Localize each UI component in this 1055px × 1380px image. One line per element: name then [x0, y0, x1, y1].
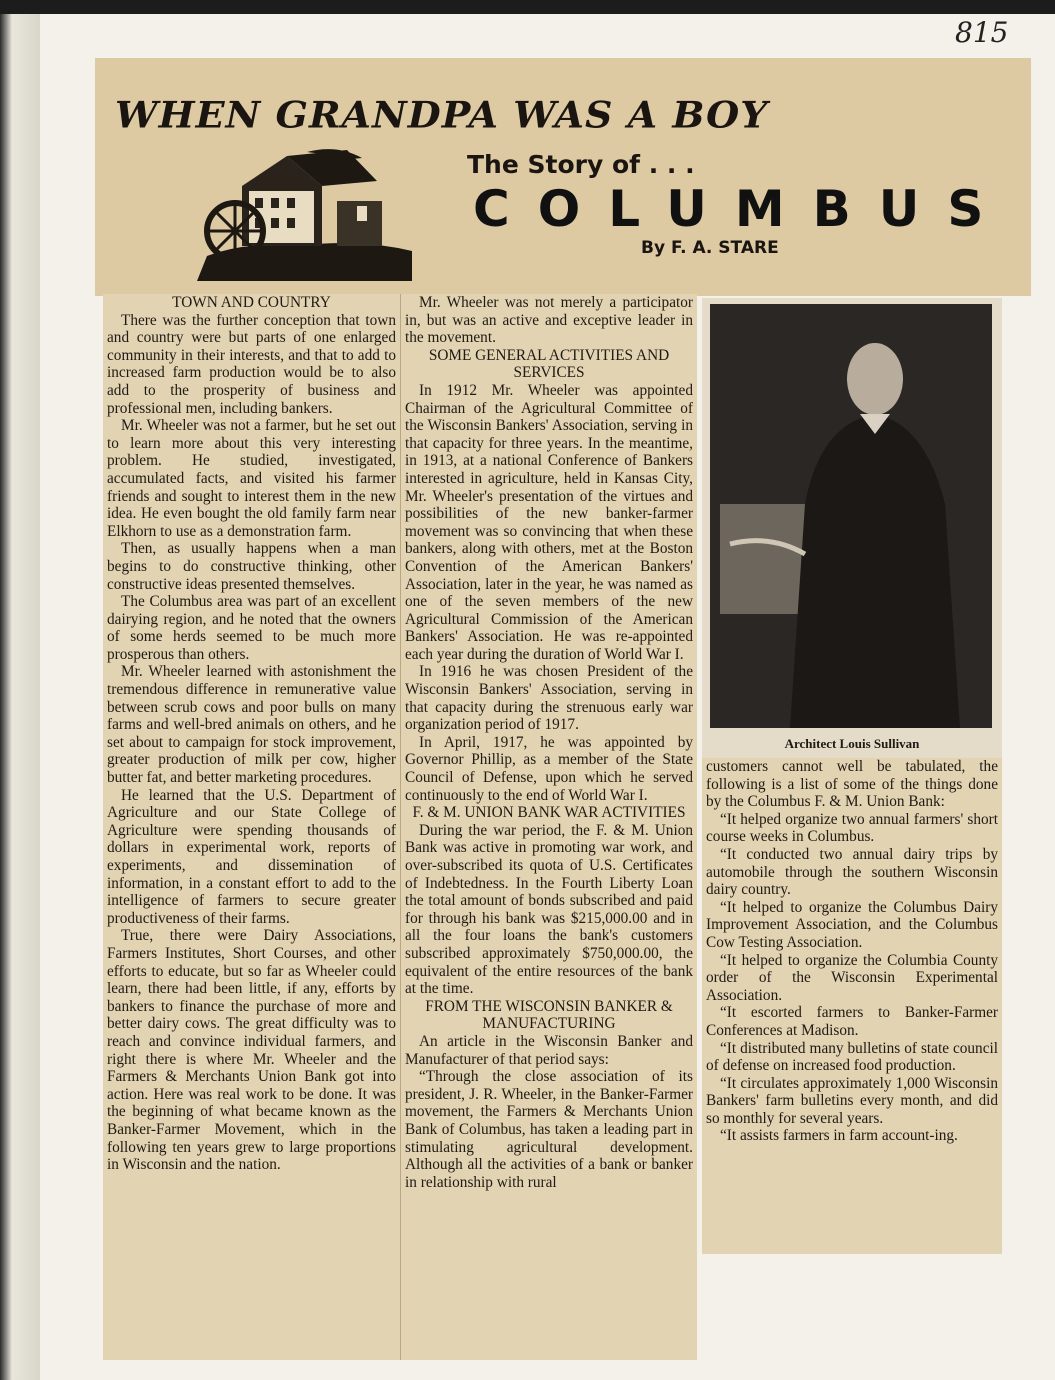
- photo-clipping: [702, 298, 1002, 760]
- article-column-1: [103, 294, 400, 1360]
- paragraph: “It distributed many bulletins of state council of defense on increased food production.: [706, 1039, 998, 1075]
- paragraph: In 1912 Mr. Wheeler was appointed Chairman of the Agricultural Committee of the Wisconsin Bankers' Association, serving in that capacity for three years. In the meantime, in 1913, at a national Conference of Bankers interested in agriculture, held in Kansas City, Mr. Wheeler's presentation of the virtues and possibilities of the new banker-farmer movement was so convincing that when these bankers, along with others, met at the Boston Convention of the American Bankers' Association, later in the year, he was named as one of the seven members of the new Agricultural Commission of the American Bankers' Association. He was re-appointed each year during the duration of World War I.: [405, 381, 693, 663]
- section-heading: F. & M. UNION BANK WAR ACTIVITIES: [412, 804, 686, 822]
- paragraph: “It conducted two annual dairy trips by automobile through the southern Wisconsin dairy country.: [706, 845, 998, 899]
- paragraph: Mr. Wheeler was not merely a participator in, but was an active and exceptive leader in the movement.: [405, 294, 693, 347]
- paragraph: Mr. Wheeler was not a farmer, but he set out to learn more about this very interesting problem. He studied, investigated, accumulated facts, and visited his farmer friends and sought to interest them in the new idea. He even bought the old family farm near Elkhorn to use as a demonstration farm.: [107, 417, 396, 540]
- photo-caption: Architect Louis Sullivan: [784, 736, 920, 751]
- byline: By F. A. STARE: [641, 238, 779, 258]
- paragraph: “It helped organize two annual farmers' short course weeks in Columbus.: [706, 810, 998, 846]
- paragraph: In April, 1917, he was appointed by Governor Phillip, as a member of the State Council of Defense, upon which he served continuously to the end of World War I.: [405, 733, 693, 804]
- mill-illustration-icon: [187, 146, 417, 281]
- section-heading: SOME GENERAL ACTIVITIES AND SERVICES: [428, 346, 670, 382]
- paragraph: “It helped to organize the Columbus Dairy Improvement Association, and the Columbus Cow Testing Association.: [706, 898, 998, 951]
- section-heading: FROM THE WISCONSIN BANKER & MANUFACTURING: [425, 997, 673, 1033]
- paragraph: Then, as usually happens when a man begins to do constructive thinking, other constructive ideas presented themselves.: [107, 540, 396, 593]
- subtitle: The Story of . . .: [467, 150, 695, 179]
- column-3-text: [702, 758, 1002, 1145]
- portrait-photo: [710, 304, 992, 728]
- headline: WHEN GRANDPA WAS A BOY: [115, 93, 769, 136]
- paragraph: During the war period, the F. & M. Union Bank was active in promoting war work, and over-subscribed its quota of U.S. Certificates of Indebtedness. In the Fourth Liberty Loan the total amount of bonds subscribed and paid for through his bank was $215,000.00 and in all the four loans the bank's customers subscribed approximately $750,000.00, the equivalent of the entire resources of the bank at the time.: [405, 821, 693, 998]
- article-column-2: [400, 294, 697, 1360]
- paragraph: An article in the Wisconsin Banker and Manufacturer of that period says:: [405, 1032, 693, 1068]
- book-spine: [0, 14, 40, 1380]
- paragraph: “Through the close association of its president, J. R. Wheeler, in the Banker-Farmer movement, the Farmers & Merchants Union Bank of Columbus, has taken a leading part in stimulating agricultural development. Although all the activities of a bank or banker in relationship with rural: [405, 1068, 693, 1191]
- section-heading: TOWN AND COUNTRY: [172, 294, 331, 311]
- story-title: COLUMBUS: [473, 180, 1012, 238]
- paragraph: customers cannot well be tabulated, the following is a list of some of the things done by the Columbus F. & M. Union Bank:: [706, 758, 998, 811]
- paragraph: In 1916 he was chosen President of the Wisconsin Bankers' Association, serving in that capacity during the strenuous early war organization period of 1917.: [405, 663, 693, 734]
- column-2-text: [401, 294, 697, 1191]
- column-1-text: [103, 294, 400, 1174]
- paragraph: “It escorted farmers to Banker-Farmer Conferences at Madison.: [706, 1004, 998, 1039]
- paragraph: “It circulates approximately 1,000 Wisconsin Bankers' farm bulletins every month, and did so monthly for several years.: [706, 1074, 998, 1127]
- paragraph: “It helped to organize the Columbia County order of the Wisconsin Experimental Association.: [706, 951, 998, 1004]
- paragraph: True, there were Dairy Associations, Farmers Institutes, Short Courses, and other efforts to educate, but so far as Wheeler could learn, there had been little, if any, efforts by bankers to finance the purchase of more and better dairy cows. The great difficulty was to reach and convince individual farmers, and right there is where Mr. Wheeler and the Farmers & Merchants Union Bank got into action. Here was real work to be done. It was the beginning of what became known as the Banker-Farmer Movement, which in the following ten years grew to large proportions in Wisconsin and the nation.: [107, 927, 396, 1174]
- paragraph: Mr. Wheeler learned with astonishment the tremendous difference in remunerative value between scrub cows and poor bulls on many farms and well-bred animals on others, and he set about to campaign for stock improvement, greater production of milk per cow, higher butter fat, and better marketing procedures.: [107, 663, 396, 787]
- paragraph: There was the further conception that town and country were but parts of one enlarged community in their interests, and that to add to increased farm production would be to also add to the prosperity of business and professional men, including bankers.: [107, 311, 396, 417]
- paragraph: The Columbus area was part of an excellent dairying region, and he noted that the owners of some herds seemed to be much more prosperous than others.: [107, 593, 396, 663]
- page-number: 815: [955, 16, 1009, 49]
- paragraph: He learned that the U.S. Department of Agriculture and our State College of Agriculture were spending thousands of dollars in experimental work, reports of experiments, and dissemination of information, in a constant effort to add to the intelligence of farmers to secure greater productiveness of their farms.: [107, 786, 396, 927]
- header-clipping: [95, 58, 1031, 296]
- paragraph: “It assists farmers in farm account-ing.: [720, 1127, 958, 1145]
- article-column-3: [702, 758, 1002, 1254]
